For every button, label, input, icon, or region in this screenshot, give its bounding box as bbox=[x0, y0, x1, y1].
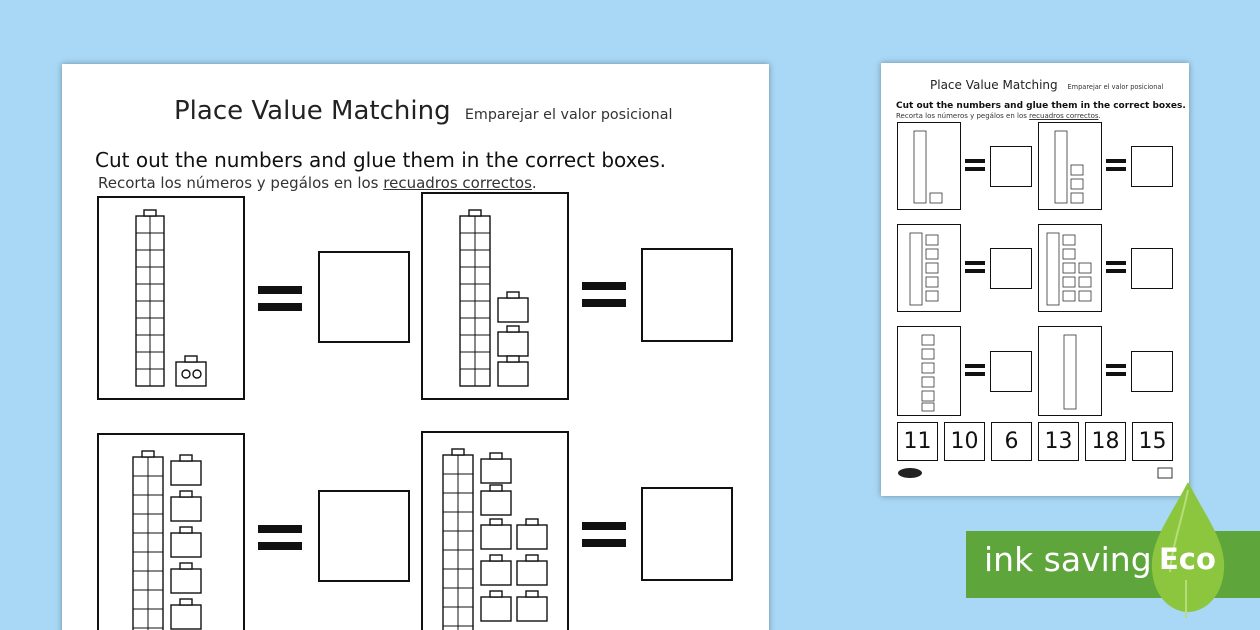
small-cube-picture-3 bbox=[897, 224, 961, 312]
equals-sign bbox=[582, 522, 626, 547]
ink-saving-label: ink saving bbox=[984, 540, 1152, 579]
instruction-es-period: . bbox=[531, 174, 537, 192]
small-cube-picture-1 bbox=[897, 122, 961, 210]
cube-tower-icon bbox=[1039, 225, 1101, 311]
instruction-es-small bbox=[896, 112, 1101, 120]
instruction-en: Cut out the numbers and glue them in the correct boxes. bbox=[95, 148, 666, 172]
worksheet-preview-large bbox=[62, 64, 769, 630]
cube-tower-icon bbox=[423, 433, 567, 630]
instruction-es-underlined: recuadros correctos bbox=[383, 174, 532, 192]
number-card: 6 bbox=[991, 422, 1032, 461]
title-es-small: Emparejar el valor posicional bbox=[1067, 83, 1164, 91]
small-answer-box-6 bbox=[1131, 351, 1173, 392]
equals-sign-small bbox=[1106, 364, 1126, 376]
answer-box-3 bbox=[318, 490, 410, 582]
small-answer-box-3 bbox=[990, 248, 1032, 289]
answer-box-1 bbox=[318, 251, 410, 343]
cube-tower-icon bbox=[1039, 123, 1101, 209]
equals-sign bbox=[258, 525, 302, 550]
cube-picture-13 bbox=[421, 192, 569, 400]
instruction-es-period-small: . bbox=[1098, 112, 1101, 120]
cube-picture-18 bbox=[421, 431, 569, 630]
title-en-small: Place Value Matching bbox=[930, 78, 1058, 92]
checked-badge-icon bbox=[1157, 467, 1173, 479]
eco-badge-label: Eco bbox=[1159, 542, 1216, 576]
cube-tower-icon bbox=[898, 123, 960, 209]
small-answer-box-1 bbox=[990, 146, 1032, 187]
instruction-es-text: Recorta los números y pegálos en los bbox=[98, 174, 384, 192]
answer-box-2 bbox=[641, 248, 733, 342]
worksheet-title bbox=[174, 96, 672, 126]
small-answer-box-4 bbox=[1131, 248, 1173, 289]
cube-tower-icon bbox=[423, 194, 567, 398]
equals-sign-small bbox=[1106, 159, 1126, 171]
equals-sign bbox=[258, 286, 302, 311]
small-cube-picture-6 bbox=[1038, 326, 1102, 416]
small-cube-picture-2 bbox=[1038, 122, 1102, 210]
equals-sign-small bbox=[1106, 261, 1126, 273]
cube-picture-11 bbox=[97, 196, 245, 400]
number-card: 10 bbox=[944, 422, 985, 461]
brand-logo-icon bbox=[897, 467, 923, 479]
answer-box-4 bbox=[641, 487, 733, 581]
number-card: 18 bbox=[1085, 422, 1126, 461]
small-cube-picture-4 bbox=[1038, 224, 1102, 312]
number-card: 11 bbox=[897, 422, 938, 461]
cube-tower-icon bbox=[898, 225, 960, 311]
worksheet-preview-small bbox=[881, 63, 1189, 496]
cube-picture-15 bbox=[97, 433, 245, 630]
equals-sign-small bbox=[965, 159, 985, 171]
number-card: 15 bbox=[1132, 422, 1173, 461]
cube-tower-icon bbox=[99, 435, 243, 630]
small-answer-box-2 bbox=[1131, 146, 1173, 187]
small-answer-box-5 bbox=[990, 351, 1032, 392]
equals-sign-small bbox=[965, 364, 985, 376]
number-card: 13 bbox=[1038, 422, 1079, 461]
small-cube-picture-5 bbox=[897, 326, 961, 416]
worksheet-title-small bbox=[930, 78, 1163, 92]
equals-sign-small bbox=[965, 261, 985, 273]
title-es: Emparejar el valor posicional bbox=[464, 107, 673, 123]
cube-tower-icon bbox=[1039, 327, 1101, 415]
instruction-es-underlined-small: recuadros correctos bbox=[1029, 112, 1099, 120]
cube-tower-icon bbox=[898, 327, 960, 415]
instruction-en-small: Cut out the numbers and glue them in the correct boxes. bbox=[896, 101, 1186, 111]
cube-tower-icon bbox=[99, 198, 243, 398]
equals-sign bbox=[582, 282, 626, 307]
instruction-es bbox=[98, 174, 537, 192]
title-en: Place Value Matching bbox=[174, 96, 451, 126]
instruction-es-text-small: Recorta los números y pegálos en los bbox=[896, 112, 1030, 120]
